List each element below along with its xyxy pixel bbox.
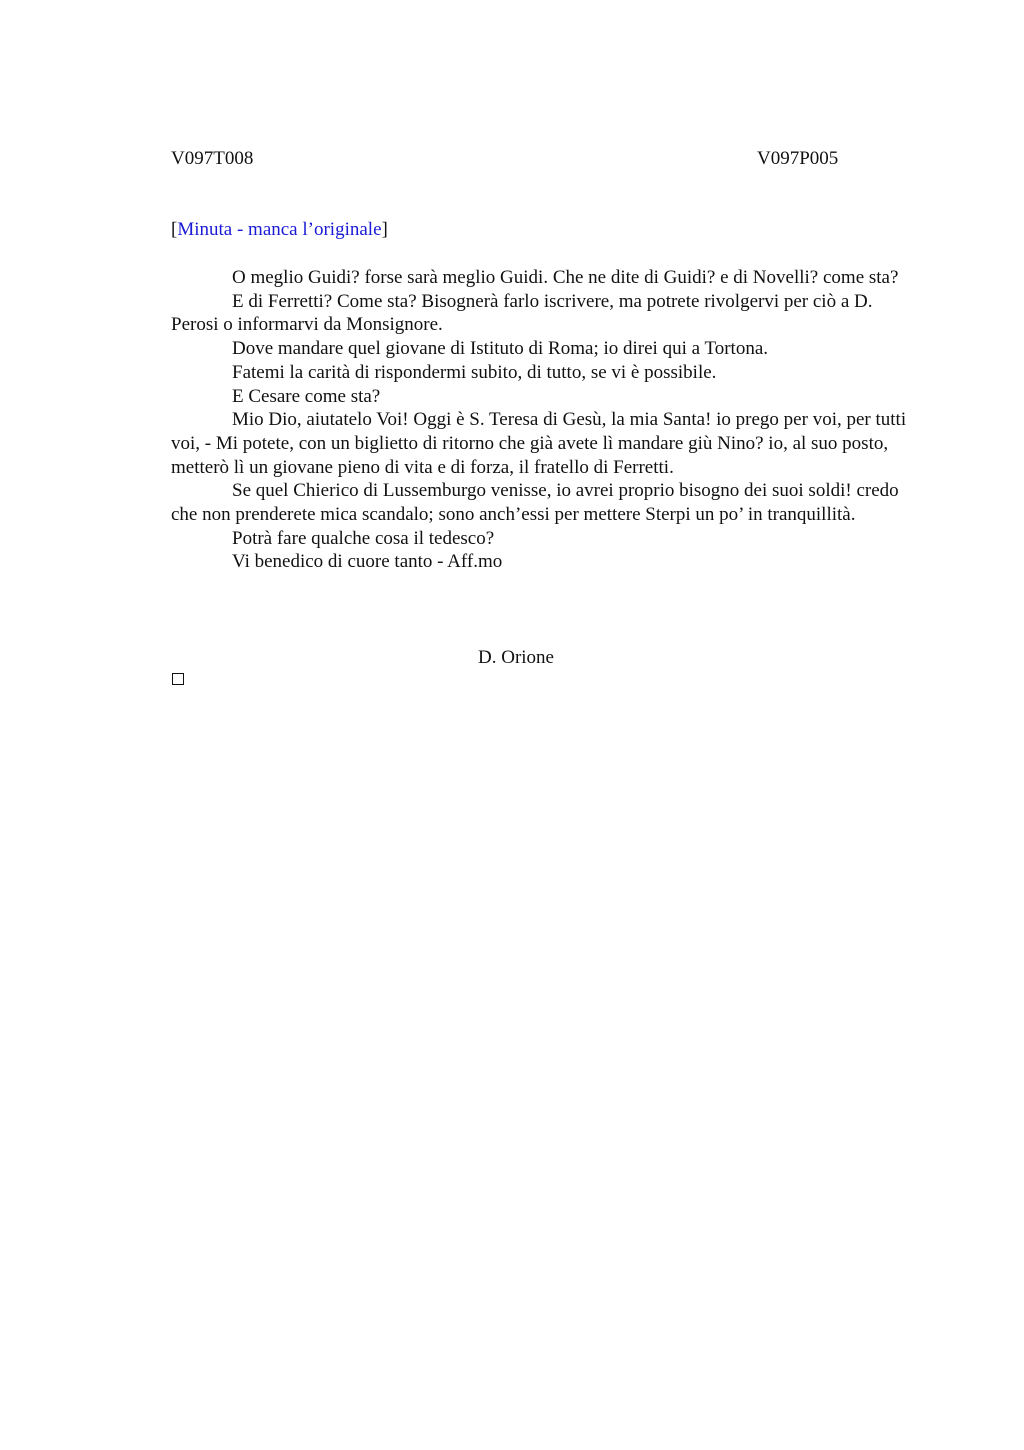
- note-open-bracket: [: [171, 219, 178, 240]
- paragraph: Fatemi la carità di rispondermi subito, di tutto, se vi è possibile.: [232, 361, 717, 383]
- paragraph: E Cesare come sta?: [232, 385, 381, 407]
- paragraph: O meglio Guidi? forse sarà meglio Guidi. Che ne dite di Guidi? e di Novelli? come sta?: [232, 267, 899, 288]
- document-code-left: V097T008: [171, 148, 254, 169]
- paragraph: Potrà fare qualche cosa il tedesco?: [232, 527, 495, 549]
- note-text: Minuta - manca l’originale: [177, 219, 382, 240]
- document-code-right: V097P005: [757, 148, 839, 169]
- note-close-bracket: ]: [381, 219, 388, 240]
- empty-square-icon: [172, 673, 184, 685]
- paragraph: Se quel Chierico di Lussemburgo venisse, io avrei proprio bisogno dei suoi soldi! credo che non prenderete mica scandalo; sono anch’essi per mettere Sterpi un po’ in tranquillità.: [171, 480, 899, 526]
- paragraph: Vi benedico di cuore tanto - Aff.mo: [232, 551, 503, 573]
- signature: D. Orione: [478, 647, 554, 668]
- paragraph: Mio Dio, aiutatelo Voi! Oggi è S. Teresa di Gesù, la mia Santa! io prego per voi, per tutti voi, - Mi potete, con un biglietto di ritorno che già avete lì mandare giù Nino? io, al suo posto, metterò lì un giovane pieno di vita e di forza, il fratello di Ferretti.: [171, 409, 907, 478]
- paragraph: E di Ferretti? Come sta? Bisognerà farlo iscrivere, ma potrete rivolgervi per ciò a D. Perosi o informarvi da Monsignore.: [171, 290, 873, 336]
- editorial-note: [171, 218, 388, 242]
- letter-body: [171, 266, 921, 574]
- paragraph: Dove mandare quel giovane di Istituto di Roma; io direi qui a Tortona.: [232, 338, 769, 360]
